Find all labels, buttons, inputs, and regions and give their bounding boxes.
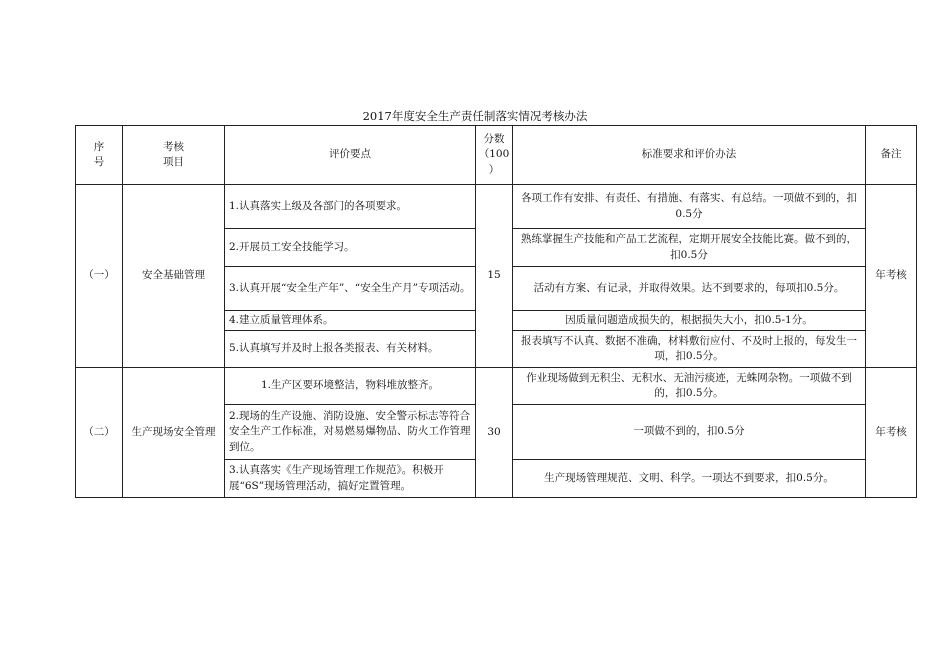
criteria-text: 生产现场管理规范、文明、科学。一项达不到要求，扣0.5分。	[513, 460, 866, 498]
table-row	[76, 368, 917, 405]
section-no: （一）	[76, 185, 123, 368]
header-no: 序 号	[76, 126, 123, 185]
section-score: 15	[476, 185, 513, 368]
criteria-text: 一项做不到的，扣0.5分	[513, 405, 866, 460]
section-score: 30	[476, 368, 513, 498]
evaluation-table	[75, 125, 917, 498]
header-criteria: 标准要求和评价办法	[513, 126, 866, 185]
document-title: 2017年度安全生产责任制落实情况考核办法	[362, 109, 588, 123]
section-remark: 年考核	[866, 185, 917, 368]
header-item: 考核 项目	[123, 126, 225, 185]
table-header-row	[76, 126, 917, 185]
criteria-text: 报表填写不认真、数据不准确，材料敷衍应付、不及时上报的，每发生一项，扣0.5分。	[513, 331, 866, 368]
criteria-text: 因质量问题造成损失的，根据损失大小，扣0.5-1分。	[513, 311, 866, 331]
criteria-text: 熟练掌握生产技能和产品工艺流程，定期开展安全技能比赛。做不到的，扣0.5分	[513, 229, 866, 267]
header-points: 评价要点	[225, 126, 476, 185]
section-item: 生产现场安全管理	[123, 368, 225, 498]
evaluation-point: 1.生产区要环境整洁，物料堆放整齐。	[225, 368, 476, 405]
header-score: 分数 （100 ）	[476, 126, 513, 185]
evaluation-point: 3.认真落实《生产现场管理工作规范》。积极开展“6S”现场管理活动，搞好定置管理。	[225, 460, 476, 498]
header-remark: 备注	[866, 126, 917, 185]
criteria-text: 活动有方案、有记录，并取得效果。达不到要求的，每项扣0.5分。	[513, 267, 866, 311]
section-remark: 年考核	[866, 368, 917, 498]
section-no: （二）	[76, 368, 123, 498]
evaluation-point: 1.认真落实上级及各部门的各项要求。	[225, 185, 476, 229]
evaluation-point: 3.认真开展“安全生产年”、“安全生产月”专项活动。	[225, 267, 476, 311]
table-row	[76, 185, 917, 229]
evaluation-point: 4.建立质量管理体系。	[225, 311, 476, 331]
evaluation-point: 5.认真填写并及时上报各类报表、有关材料。	[225, 331, 476, 368]
section-item: 安全基础管理	[123, 185, 225, 368]
criteria-text: 各项工作有安排、有责任、有措施、有落实、有总结。一项做不到的，扣0.5分	[513, 185, 866, 229]
evaluation-point: 2.开展员工安全技能学习。	[225, 229, 476, 267]
criteria-text: 作业现场做到无积尘、无积水、无油污痰迹，无蛛网杂物。一项做不到的，扣0.5分。	[513, 368, 866, 405]
evaluation-point: 2.现场的生产设施、消防设施、安全警示标志等符合安全生产工作标准，对易燃易爆物品、防火工作管理到位。	[225, 405, 476, 460]
